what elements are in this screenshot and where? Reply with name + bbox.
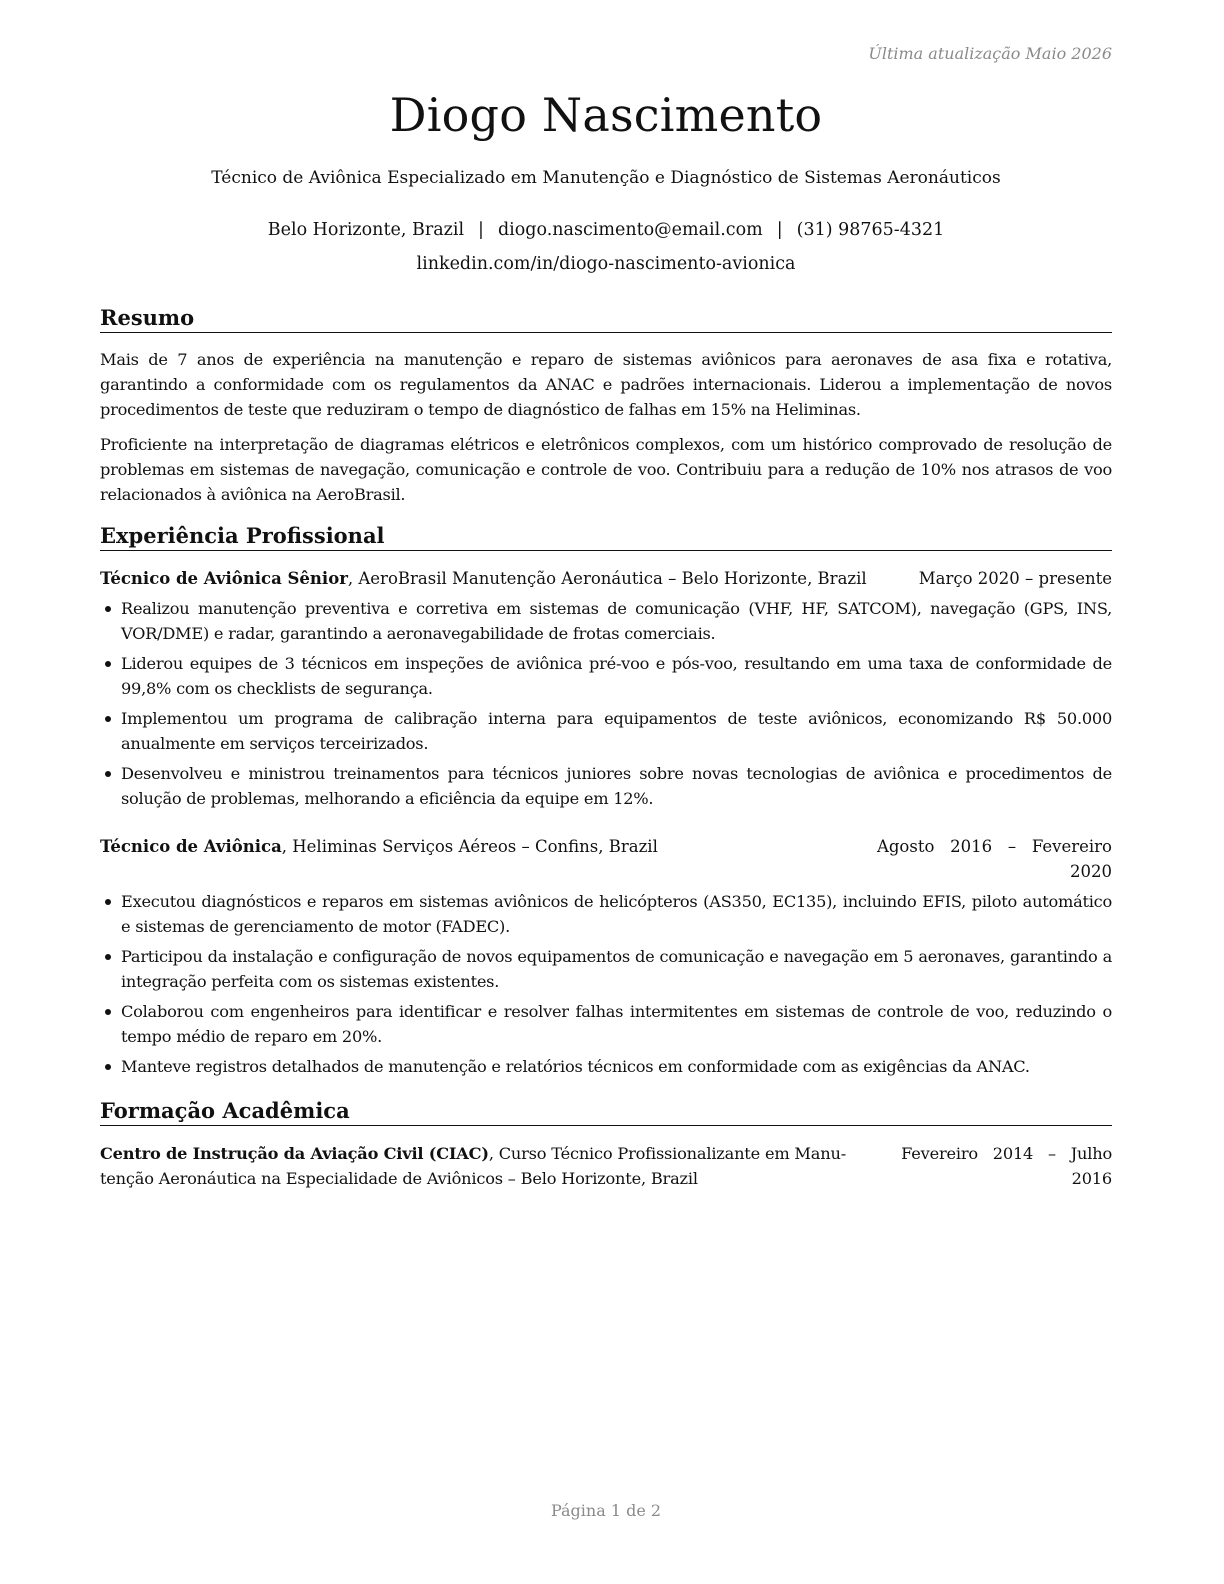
education-entry	[100, 1141, 1112, 1191]
education-dates-continued: 2016	[1071, 1169, 1112, 1188]
job-role: Técnico de Aviônica	[100, 837, 282, 856]
summary-paragraph-2: Proficiente na interpretação de diagramas elétricos e eletrônicos complexos, com um histórico comprovado de resolução de problemas em sistemas de navegação, comunicação e controle de voo. Contribuiu para a redução de 10% nos atrasos de voo relacionados à aviônica na AeroBrasil.	[100, 435, 1112, 504]
job-role: Técnico de Aviônica Sênior	[100, 569, 348, 588]
course: , Curso Técnico Profissionalizante em Manu-	[488, 1144, 846, 1163]
email-link[interactable]: diogo.nascimento@email.com	[497, 220, 763, 240]
last-updated: Última atualização Maio 2026	[868, 44, 1112, 63]
job-title-line	[100, 566, 867, 591]
job-dates: Março 2020 – presente	[918, 569, 1112, 588]
institution: Centro de Instrução da Aviação Civil (CIAC)	[100, 1144, 489, 1163]
summary-paragraph-1: Mais de 7 anos de experiência na manutenção e reparo de sistemas aviônicos para aeronaves de asa fixa e rotativa, garantindo a conformidade com os regulamentos da ANAC e padrões internacionais. Liderou a implementação de novos procedimentos de teste que reduziram o tempo de diagnóstico de falhas em 15% na Heliminas.	[100, 350, 1112, 419]
job-bullets	[100, 596, 1112, 816]
separator: |	[478, 220, 484, 240]
contact-line	[100, 220, 1112, 240]
location: Belo Horizonte, Brazil	[267, 220, 465, 240]
phone: (31) 98765-4321	[796, 220, 945, 240]
job-dates-continued: 2020	[1070, 862, 1112, 881]
list-item: Implementou um programa de calibração interna para equipamentos de teste aviônicos, economizando R$ 50.000 anualmente em serviços terceirizados.	[100, 706, 1112, 756]
list-item: Manteve registros detalhados de manutenção e relatórios técnicos em conformidade com as exigências da ANAC.	[100, 1054, 1112, 1079]
candidate-name: Diogo Nascimento	[389, 88, 823, 142]
page-number: Página 1 de 2	[550, 1501, 662, 1520]
job-header	[100, 834, 1112, 884]
job-bullets	[100, 889, 1112, 1084]
list-item: Realizou manutenção preventiva e corretiva em sistemas de comunicação (VHF, HF, SATCOM), navegação (GPS, INS, VOR/DME) e radar, garantindo a aeronavegabilidade de frotas comerciais.	[100, 596, 1112, 646]
education-line-1	[100, 1141, 846, 1166]
separator: |	[776, 220, 783, 240]
job-company: , Heliminas Serviços Aéreos – Confins, Brazil	[281, 837, 658, 856]
list-item: Participou da instalação e configuração de novos equipamentos de comunicação e navegação em 5 aeronaves, garantindo a integração perfeita com os sistemas existentes.	[100, 944, 1112, 994]
education-line-2: tenção Aeronáutica na Especialidade de Aviônicos – Belo Horizonte, Brazil	[100, 1169, 698, 1188]
job-company: , AeroBrasil Manutenção Aeronáutica – Belo Horizonte, Brazil	[347, 569, 867, 588]
list-item: Liderou equipes de 3 técnicos em inspeções de aviônica pré-voo e pós-voo, resultando em uma taxa de conformidade de 99,8% com os checklists de segurança.	[100, 651, 1112, 701]
list-item: Desenvolveu e ministrou treinamentos para técnicos juniores sobre novas tecnologias de aviônica e procedimentos de solução de problemas, melhorando a eficiência da equipe em 12%.	[100, 761, 1112, 811]
section-title-summary: Resumo	[100, 305, 1112, 333]
headline: Técnico de Aviônica Especializado em Manutenção e Diagnóstico de Sistemas Aeronáuticos	[211, 168, 1001, 188]
section-title-experience: Experiência Profissional	[100, 523, 1112, 551]
linkedin-link[interactable]: linkedin.com/in/diogo-nascimento-avionica	[416, 254, 796, 274]
list-item: Executou diagnósticos e reparos em sistemas aviônicos de helicópteros (AS350, EC135), incluindo EFIS, piloto automático e sistemas de gerenciamento de motor (FADEC).	[100, 889, 1112, 939]
list-item: Colaborou com engenheiros para identificar e resolver falhas intermitentes em sistemas de controle de voo, reduzindo o tempo médio de reparo em 20%.	[100, 999, 1112, 1049]
section-title-education: Formação Acadêmica	[100, 1098, 1112, 1126]
job-dates: Agosto 2016 – Fevereiro	[876, 837, 1112, 856]
education-dates: Fevereiro 2014 – Julho	[901, 1144, 1112, 1163]
job-title-line	[100, 834, 658, 859]
